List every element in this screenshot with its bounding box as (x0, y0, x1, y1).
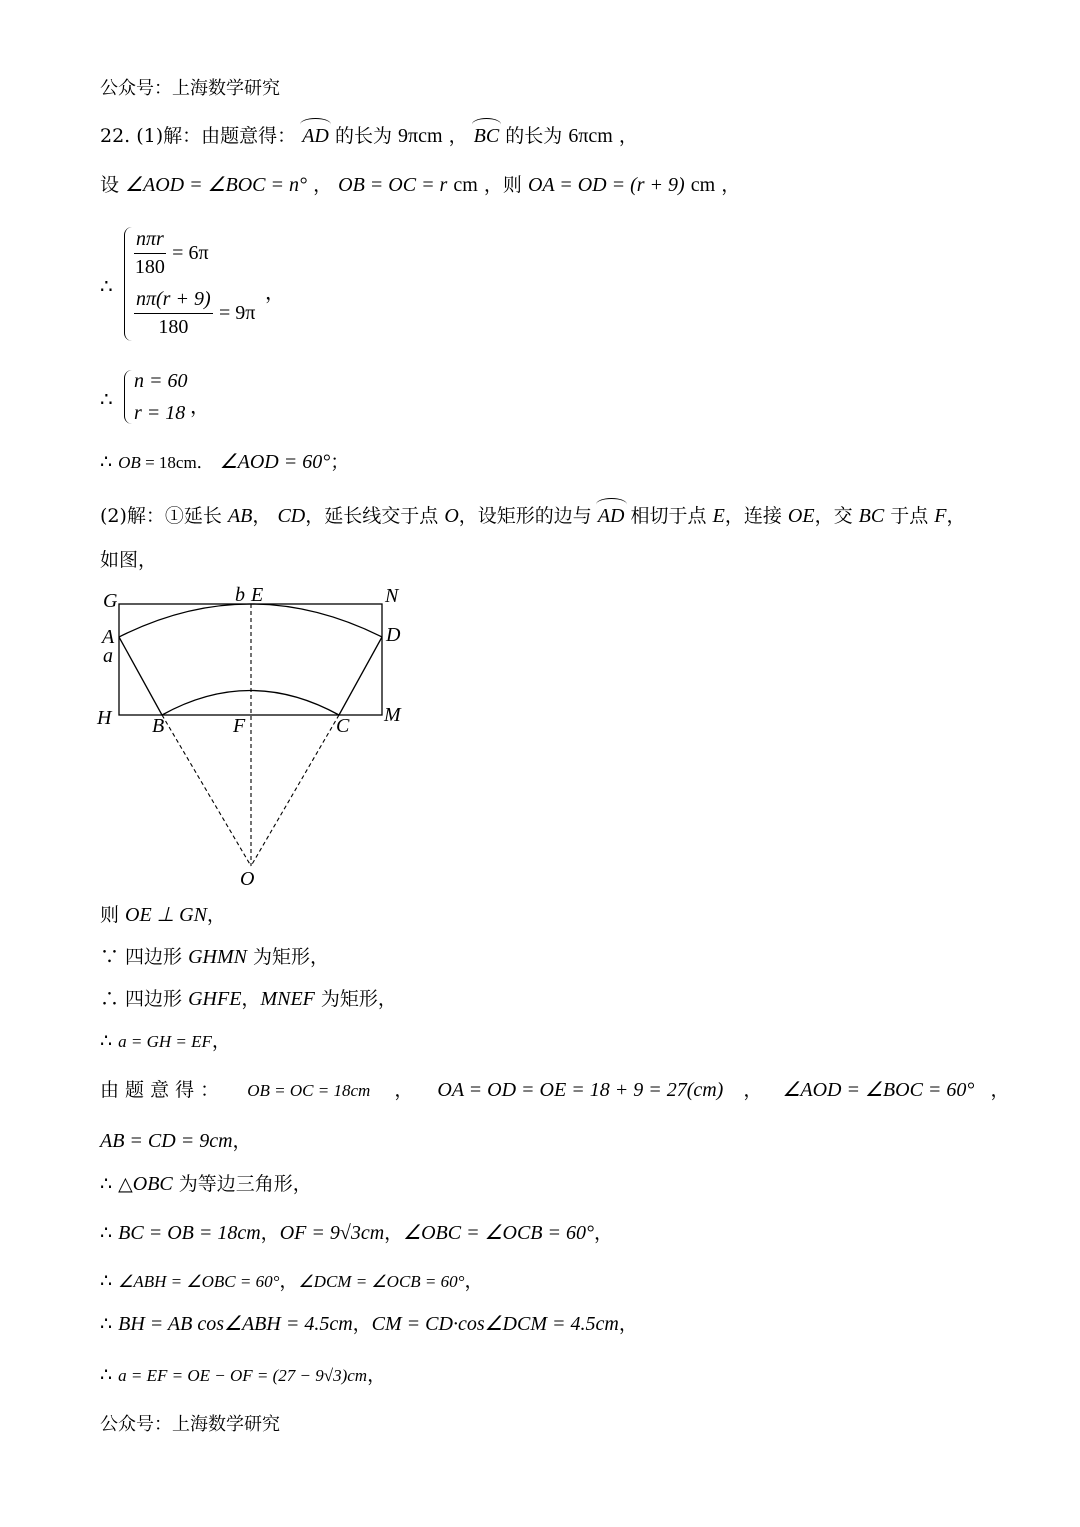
text: 相切于点 (624, 505, 707, 527)
math: BH = AB cos∠ABH = 4.5cm (118, 1313, 353, 1335)
numerator: nπ(r + 9) (134, 288, 213, 314)
geometry-figure (90, 580, 420, 890)
point-e: E (712, 505, 725, 527)
label-n: N (385, 585, 399, 607)
text: ∵ 四边形 (100, 946, 189, 968)
text: ∴ (100, 1222, 119, 1244)
sep: ， (394, 1079, 414, 1101)
label-f: F (233, 715, 246, 737)
page-header: 公众号：上海数学研究 (100, 78, 280, 99)
bc: BC (858, 505, 885, 527)
solution-n: n = 60 (134, 370, 188, 392)
figure-caption: 如图， (100, 549, 158, 571)
text: ， (211, 1030, 231, 1052)
text: 由 题 意 得 ： (100, 1079, 220, 1101)
step-rectangles (100, 989, 397, 1009)
text: 的长为 (505, 125, 563, 147)
dashed-bo (162, 715, 251, 866)
sep: ， (946, 505, 966, 527)
segment-ab (119, 637, 162, 715)
text: ， (464, 1270, 484, 1292)
step-a-equals (100, 1032, 231, 1051)
numerator: nπr (134, 228, 166, 254)
label-e: E (251, 584, 264, 606)
text: ∴ (100, 1364, 119, 1386)
math: AB = CD = 9cm (100, 1130, 233, 1152)
text: ，延长线交于点 (305, 505, 439, 527)
point-f: F (934, 505, 947, 527)
math: OB = OC = 18cm (247, 1081, 371, 1100)
label-o: O (240, 868, 255, 890)
text: ， (232, 1130, 252, 1152)
value-ad: 9πcm (398, 125, 443, 147)
eq-radius: OB = OC = r (338, 174, 448, 196)
eq-angles: ∠AOD = ∠BOC = n° (125, 174, 308, 196)
math: MNEF (260, 988, 315, 1010)
text: (2)解：①延长 (100, 505, 222, 527)
sep: ， (265, 280, 285, 304)
page-footer: 公众号：上海数学研究 (100, 1414, 280, 1435)
sep: ， (618, 125, 638, 147)
text: ， (206, 904, 226, 926)
denominator: 180 (134, 256, 165, 278)
label-a-side: a (103, 645, 113, 667)
text: ， (618, 1313, 638, 1335)
angle-aod: ∠AOD = 60° (219, 451, 331, 473)
step-perpendicular (100, 905, 226, 925)
text: 为矩形， (246, 946, 330, 968)
text: 于点 (884, 505, 929, 527)
label-g: G (103, 590, 118, 612)
step-ab-cd (100, 1131, 252, 1151)
text: ， (594, 1222, 614, 1244)
therefore-symbol: ∴ (100, 451, 113, 473)
solution-part1-line1 (100, 120, 638, 146)
sep: ； (330, 451, 350, 473)
math: OF = 9√3cm (279, 1222, 385, 1244)
math: BC = OB = 18cm (118, 1222, 261, 1244)
label-c: C (336, 715, 350, 737)
point-o: O (444, 505, 459, 527)
math: ∠OBC = ∠OCB = 60° (403, 1222, 595, 1244)
math: OBC (132, 1173, 173, 1195)
step-rectangle-ghmn (100, 947, 329, 967)
step-bh-cm (100, 1314, 638, 1334)
text: 为等边三角形， (172, 1173, 312, 1195)
text: ∴ (100, 1270, 119, 1292)
brace (124, 370, 133, 424)
math: ∠ABH = ∠OBC = 60° (118, 1272, 280, 1291)
equation-2 (134, 288, 255, 339)
sep: ， (313, 174, 333, 196)
unit: cm (453, 174, 478, 196)
text: ∴ △ (100, 1173, 133, 1195)
sep: ， (260, 1222, 280, 1244)
math: ∠AOD = ∠BOC = 60° (782, 1079, 975, 1101)
oe: OE (787, 505, 815, 527)
equation-1 (134, 228, 209, 279)
text: ， (367, 1364, 387, 1386)
label-b: B (152, 715, 165, 737)
value-bc: 6πcm (568, 125, 613, 147)
solution-part2-intro (100, 500, 966, 526)
text: 的长为 (334, 125, 392, 147)
sep: ， (448, 125, 468, 147)
sep: ， (721, 174, 741, 196)
sep: ， (990, 1079, 1010, 1101)
rhs: = 6π (172, 242, 209, 264)
arc-ad: AD (598, 500, 625, 526)
text: ，连接 (724, 505, 782, 527)
step-angles (100, 1272, 483, 1291)
math: a = GH = EF (118, 1032, 212, 1051)
ob-value: = 18cm． (140, 453, 214, 472)
step-equilateral (100, 1174, 312, 1194)
label-m: M (384, 704, 401, 726)
sep: ， (743, 1079, 763, 1101)
math: CM = CD·cos∠DCM = 4.5cm (371, 1313, 619, 1335)
math: ∠DCM = ∠OCB = 60° (298, 1272, 465, 1291)
sep: ， (279, 1270, 299, 1292)
solution-r: r = 18 (134, 402, 186, 424)
sep: ， (190, 394, 210, 418)
rhs: = 9π (218, 302, 256, 324)
text: ∴ 四边形 (100, 988, 189, 1010)
arc-ad: AD (302, 120, 329, 146)
dashed-co (251, 715, 339, 866)
text: ∴ (100, 1313, 119, 1335)
step-a-value (100, 1366, 386, 1385)
eq-outer-radius: OA = OD = (r + 9) (527, 174, 685, 196)
math: OA = OD = OE = 18 + 9 = 27(cm) (437, 1079, 724, 1101)
text: ，设矩形的边与 (458, 505, 592, 527)
sep: ， (252, 505, 272, 527)
brace (124, 227, 133, 341)
step-given (100, 1079, 1010, 1101)
math: a = EF = OE − OF = (27 − 9√3)cm (118, 1366, 368, 1385)
text: ，交 (814, 505, 853, 527)
arc-bc: BC (474, 120, 500, 146)
unit: cm (690, 174, 716, 196)
text: ∴ (100, 1030, 119, 1052)
math: GHMN (188, 946, 247, 968)
therefore-symbol: ∴ (100, 274, 113, 298)
ob: OB (118, 453, 141, 472)
step-bc-of (100, 1223, 613, 1243)
label-d: D (386, 624, 401, 646)
text: ，则 (483, 174, 522, 196)
therefore-symbol: ∴ (100, 387, 113, 411)
ab: AB (227, 505, 253, 527)
math: OE ⊥ GN (125, 904, 207, 926)
text: 设 (100, 174, 120, 196)
text: 则 (100, 904, 126, 926)
part1-lead: 22. (1)解：由题意得： (100, 125, 297, 147)
label-b-side: b (235, 584, 245, 606)
denominator: 180 (158, 316, 189, 338)
solution-part1-conclusion (100, 452, 349, 472)
math: GHFE (188, 988, 242, 1010)
cd: CD (277, 505, 306, 527)
text: 为矩形， (314, 988, 397, 1010)
label-a: A (102, 626, 115, 648)
sep: ， (241, 988, 261, 1010)
sep: ， (352, 1313, 372, 1335)
label-h: H (97, 707, 112, 729)
segment-dc (339, 637, 382, 715)
sep: ， (384, 1222, 404, 1244)
solution-part1-line2 (100, 175, 740, 195)
